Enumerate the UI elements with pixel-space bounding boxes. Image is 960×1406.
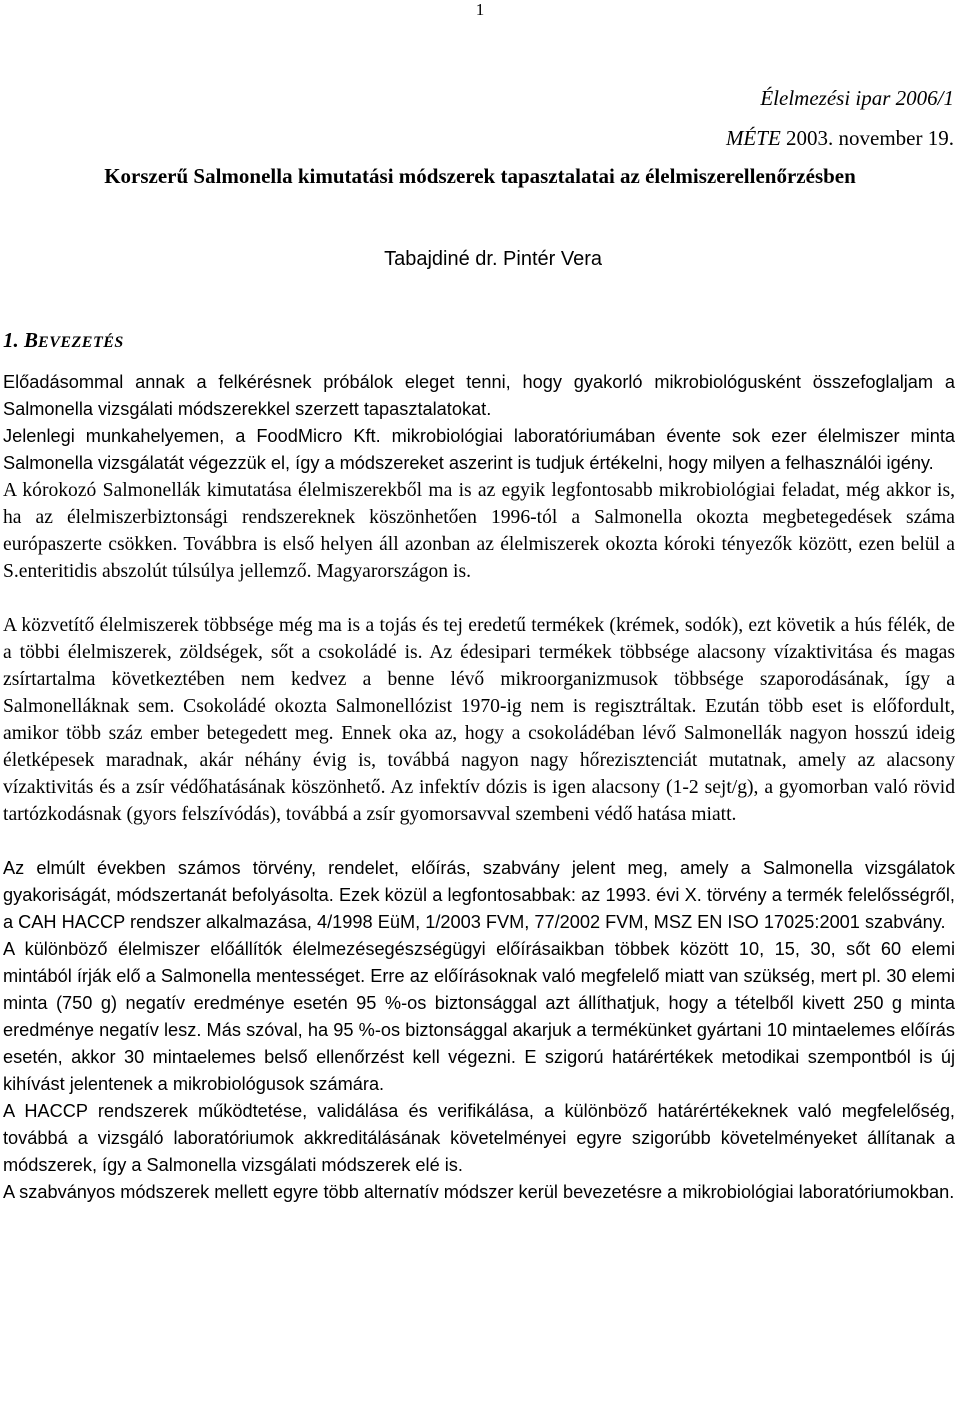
section-heading	[3, 326, 124, 357]
event-date: 2003. november 19.	[780, 126, 954, 150]
event-reference	[726, 124, 954, 152]
paragraph-sampling: A különböző élelmiszer előállítók élelmezésegészségügyi előírásaikban többek között 10, 15, 30, sőt 60 elemi mintából írják elő a Salmonella mentességet. Erre az előírásoknak való megfelelő miatt van szükség, mert pl. 30 elemi minta (750 g) negatív eredménye esetén 95 %-os biztonsággal azt állíthatjuk, hogy a tételből kivett 250 g minta eredménye negatív lesz. Más szóval, ha 95 %-os biztonsággal akarjuk a termékünket gyártani 10 mintaelemes előírás esetén, akkor 30 mintaelemes belső ellenőrzést kell végezni. E szigorú határértékek metodikai szempontból is új kihívást jelentenek a mikrobiológusok számára.	[3, 939, 955, 1094]
event-organization: MÉTE	[725, 126, 781, 150]
paragraph-alternative-methods: A szabványos módszerek mellett egyre több alternatív módszer kerül bevezetésre a mikrobiológiai laboratóriumokban.	[3, 1182, 955, 1202]
section-title-rest: EVEZETÉS	[38, 334, 124, 351]
journal-reference: Élelmezési ipar 2006/1	[760, 86, 954, 110]
body-text	[3, 369, 955, 1206]
page-number: 1	[475, 0, 485, 19]
document-title: Korszerű Salmonella kimutatási módszerek tapasztalatai az élelmiszerellenőrzésben	[104, 164, 856, 188]
paragraph-vector-foods: A közvetítő élelmiszerek többsége még ma is a tojás és tej eredetű termékek (krémek, sodók), ezt követik a hús félék, de a többi élelmiszerek, zöldségek, sőt a csokoládé is. Az édesipari termékek többsége alacsony vízaktivitása és magas zsírtartalma következtében nem kedvez a benne lévő mikroorganizmusok többsége szaporodásának, így a Salmonelláknak sem. Csokoládé okozta Salmonellózist 1970-ig nem is regisztráltak. Ezután több eset is előfordult, amikor több száz ember betegedett meg. Ennek oka az, hogy a csokoládéban lévő Salmonellák nagyon hosszú ideig életképesek maradnak, akár néhány évig is, továbbá nagyon nagy hőrezisztenciát mutatnak, amely az alacsony vízaktivitás és a zsír védőhatásának köszönhető. Az infektív dózis is igen alacsony (1-2 sejt/g), a gyomorban való rövid tartózkodásnak (gyors felszívódás), továbbá a zsír gyomorsavval szembeni védő hatása miatt.	[3, 615, 955, 825]
paragraph-intro: Előadásommal annak a felkérésnek próbálok eleget tenni, hogy gyakorló mikrobiológusként összefoglaljam a Salmonella vizsgálati módszerekkel szerzett tapasztalatokat.	[3, 372, 955, 419]
paragraph-regulations: Az elmúlt években számos törvény, rendelet, előírás, szabvány jelent meg, amely a Salmonella vizsgálatok gyakoriságát, módszertanát befolyásolta. Ezek közül a legfontosabbak: az 1993. évi X. törvény a termék felelősségről, a CAH HACCP rendszer alkalmazása, 4/1998 EüM, 1/2003 FVM, 77/2002 FVM, MSZ EN ISO 17025:2001 szabvány.	[3, 858, 955, 932]
author-name: Tabajdiné dr. Pintér Vera	[384, 248, 602, 270]
paragraph-workplace: Jelenlegi munkahelyemen, a FoodMicro Kft. mikrobiológiai laboratóriumában évente sok ezer élelmiszer minta Salmonella vizsgálatát végezzük el, így a módszereket aszerint is tudjuk értékelni, hogy milyen a felhasználói igény.	[3, 426, 955, 473]
paragraph-salmonella-detection: A kórokozó Salmonellák kimutatása élelmiszerekből ma is az egyik legfontosabb mikrobiológiai feladat, még akkor is, ha az élelmiszerbiztonsági rendszereknek köszönhetően 1996-tól a Salmonella okozta megbetegedések száma európaszerte csökken. Továbbra is első helyen áll azonban az élelmiszerek okozta kóroki tényezők között, ezen belül a S.enteritidis abszolút túlsúlya jellemző. Magyarországon is.	[3, 480, 955, 582]
paragraph-haccp: A HACCP rendszerek működtetése, validálása és verifikálása, a különböző határértékeknek való megfelelőség, továbbá a vizsgáló laboratóriumok akkreditálásának követelményei egyre szigorúbb követelményeket állítanak a módszerek, így a Salmonella vizsgálati módszerek elé is.	[3, 1101, 955, 1175]
section-number: 1. B	[3, 328, 39, 352]
